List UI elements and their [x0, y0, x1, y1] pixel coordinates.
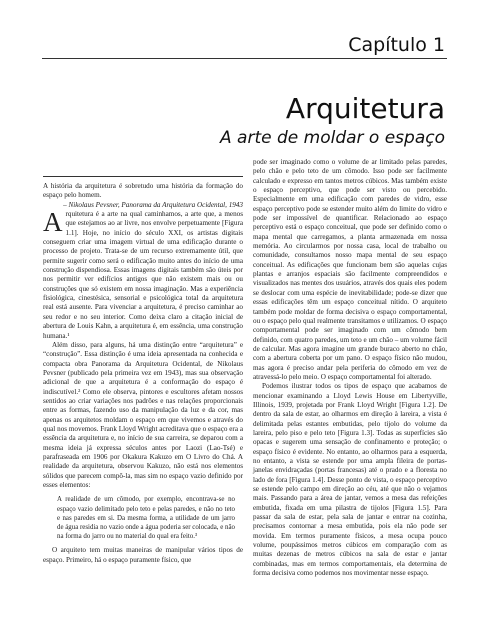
paragraph-5: Podemos ilustrar todos os tipos de espaço que acabamos de mencionar examinando a Lloyd Lewis House em Libertyville, Illinois, 1939, projetada por Frank Lloyd Wright [Figura 1.2]. De dentro da sala de estar, ao olharmos em direção à lareira, a vista é delimitada pelas estantes embutidas, pelo tijolo do volume da lareira, pelo piso e pelo teto [Figura 1.3]. Todas as superfícies são opacas e sugerem uma sensação de confinamento e proteção; o espaço físico é evidente. No entanto, ao olharmos para a esquerda, no entanto, a vista se estende por uma ampla fileira de portas-janelas envidraçadas (portas francesas) até o prado e a floresta no lado de fora [Figura 1.4]. Desse ponto de vista, o espaço perceptivo se estende pelo campo em direção ao céu, até que não o vejamos mais. Passando para a área de jantar, vemos a mesa das refeições embutida, fixada em uma pilastra de tijolos [Figura 1.5]. Para passar da sala de estar, pela sala de jantar e entrar na cozinha, precisamos contornar a mesa embutida, pois ela não pode ser movida. Em termos puramente físicos, a mesa ocupa pouco volume, poupássimos metros cúbicos em comparação com as muitas dezenas de metros cúbicos na sala de estar e jantar combinadas, mas em termos comportamentais, ela determina de forma decisiva como podemos nos movimentar nesse espaço.: [253, 382, 447, 578]
chapter-title: Arquitetura: [285, 92, 445, 125]
paragraph-1-text: rquitetura é a arte na qual caminhamos, a arte que, a menos que estejamos ao ar livre, nos envolve perpetuamente [Figura 1.1]. Hoje, no início do século XXI, os artistas digitais conseguem criar uma imagem virtual de uma edificação durante o processo de projeto. Trata-se de um recurso extremamente útil, que permite sugerir como será o edificação muito antes do início de uma construção dispendiosa. Essas imagens digitais também são úteis por nos permitir ver edifícios antigos que não existem mais ou ou construções que só existem em nossa imaginação. Mas a experiência fisiológica, cinestésica, sensorial e psicológica total da arquitetura real está ausente. Para vivenciar a arquitetura, é preciso caminhar ao seu redor e no seu interior. Como deixa claro a citação inicial de abertura de Louis Kahn, a arquitetura é, em essência, uma construção humana.¹: [43, 210, 243, 340]
chapter-subtitle: A arte de moldar o espaço: [220, 128, 445, 148]
paragraph-2: Além disso, para alguns, há uma distinção entre “arquitetura” e “construção”. Essa distinção é uma ideia apresentada na conhecida e compacta obra Panorama da Arquitetura Ocidental, de Nikolaus Pevsner (publicado pela primeira vez em 1943), mas sua observação adicional de que a arquitetura é a conformação do espaço é indiscutível.² Como ele observa, pintores e escultores afetam nossos sentidos ao criar variações nos padrões e nas relações proporcionais entre as formas, fazendo uso da manipulação da luz e da cor, mas apenas os arquitetos moldam o espaço em que vivemos e através do qual nos movemos. Frank Lloyd Wright acreditava que o espaço era a essência da arquitetura e, no início de sua carreira, se deparou com a mesma ideia já expressa séculos antes por Laozi (Lao-Tsé) e parafraseada em 1906 por Okakura Kakuzo em O Livro do Chá. A realidade da arquitetura, observou Kakuzo, não está nos elementos sólidos que parecem compô-la, mas sim no espaço vazio definido por esses elementos:: [43, 340, 243, 489]
paragraph-1: [43, 207, 243, 341]
epigraph-attribution: – Nikolaus Pevsner, Panorama da Arquitetura Ocidental, 1943: [63, 200, 243, 209]
paragraph-3: O arquiteto tem muitas maneiras de manipular vários tipos de espaço. Primeiro, há o espaço puramente físico, que: [43, 546, 243, 564]
epigraph-rule: [43, 176, 243, 177]
chapter-label: Capítulo 1: [348, 34, 445, 56]
header-rule: [42, 58, 447, 59]
right-column: [253, 158, 447, 578]
block-quote: A realidade de um cômodo, por exemplo, encontrava-se no espaço vazio delimitado pelo teto e pelas paredes, e não no teto e nas paredes em si. Da mesma forma, a utilidade de um jarro de água residia no vazio onde a água poderia ser colocada, e não na forma do jarro ou no material do qual era feito.³: [57, 496, 235, 541]
left-column: [43, 176, 243, 565]
drop-cap: A: [43, 207, 63, 238]
paragraph-4: pode ser imaginado como o volume de ar limitado pelas paredes, pelo chão e pelo teto de um cômodo. Isso pode ser facilmente calculado e expresso em tantos metros cúbicos. Mas também existe o espaço perceptivo, que pode ser visto ou percebido. Especialmente em uma edificação com paredes de vidro, esse espaço perceptivo pode se estender muito além do limite do vidro e pode ser impossível de quantificar. Relacionado ao espaço perceptivo está o espaço conceitual, que pode ser definido como o mapa mental que carregamos, a planta armazenada em nossa memória. Ao circularmos por nossa casa, local de trabalho ou comunidade, consultamos nosso mapa mental de seu espaço conceitual. As edificações que funcionam bem são aquelas cujas plantas e arranjos espaciais são facilmente compreendidos e visualizados nas mentes dos usuários, através dos quais eles podem se deslocar com uma espécie de inevitabilidade; pode-se dizer que essas edificações têm um espaço conceitual nítido. O arquiteto também pode moldar de forma decisiva o espaço comportamental, ou o espaço pelo qual realmente transitamos e utilizamos. O espaço comportamental pode ser imaginado com um cômodo bem definido, com quatro paredes, um teto e um chão – um volume fácil de calcular. Mas agora imagine um grande buraco aberto no chão, com a abertura coberta por um pano. O espaço físico não mudou, mas agora é preciso andar pela periferia do cômodo em vez de atravessá-lo pelo meio. O espaço comportamental foi alterado.: [253, 158, 447, 381]
epigraph-text: A história da arquitetura é sobretudo uma história da formação do espaço pelo homem.: [43, 182, 243, 200]
